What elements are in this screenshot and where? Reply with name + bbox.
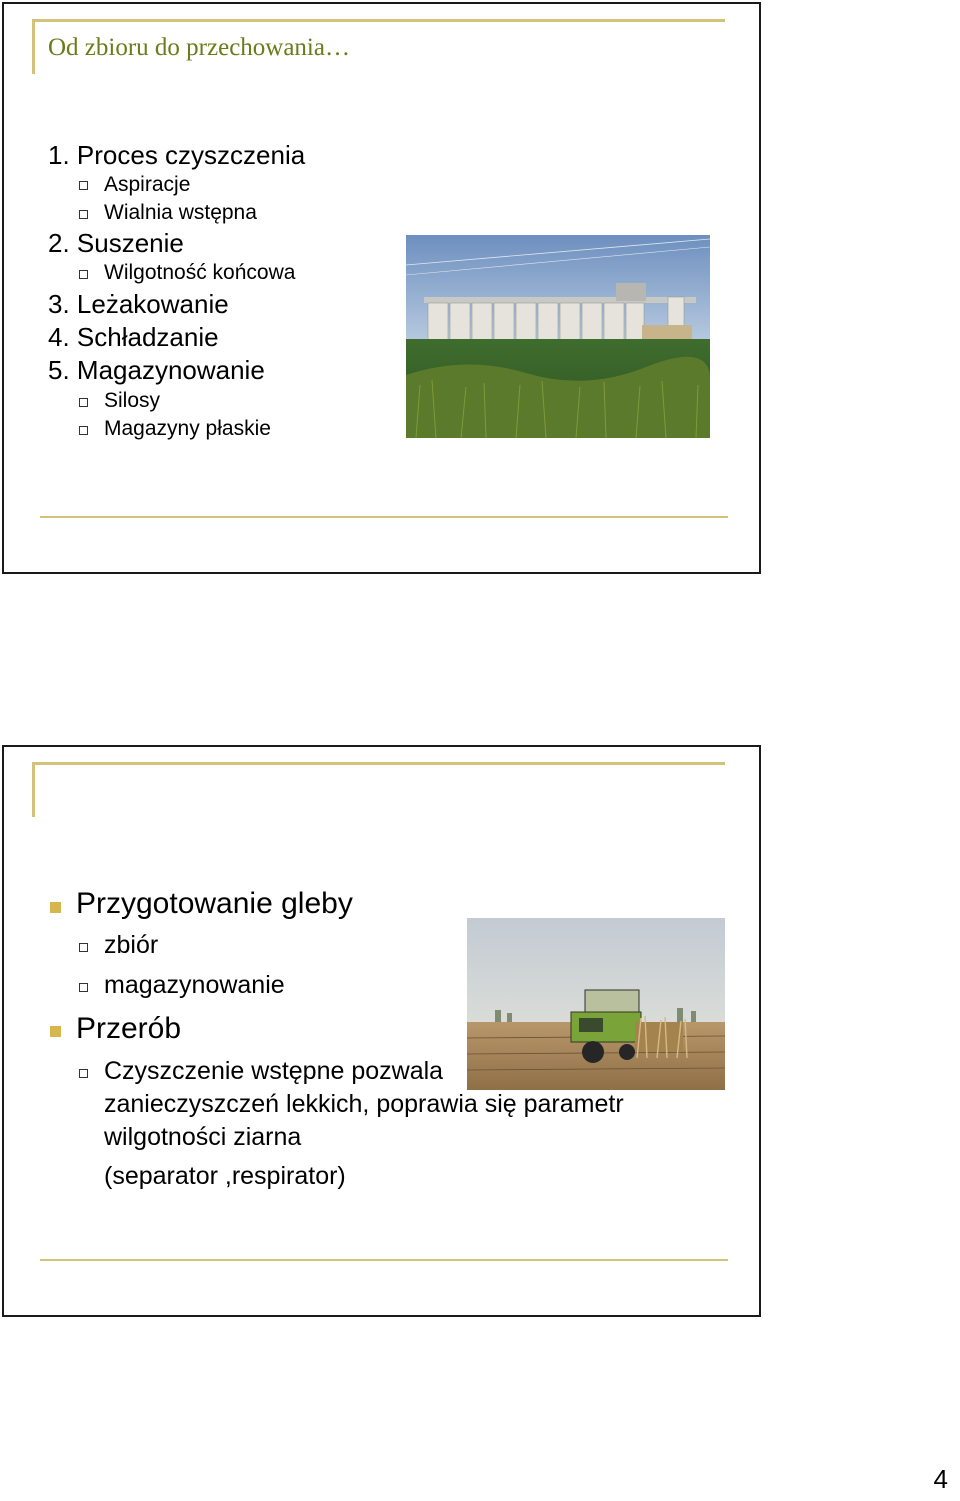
square-bullet-icon — [79, 426, 88, 435]
list-subitem-continued: (separator ,respirator) — [104, 1162, 346, 1190]
square-bullet-icon — [79, 270, 88, 279]
list-subitem: zbiór — [104, 931, 159, 959]
title-frame — [32, 762, 725, 817]
page-number: 4 — [933, 1464, 948, 1494]
list-item: 2. Suszenie — [48, 228, 184, 258]
list-subitem-continued: wilgotności ziarna — [104, 1123, 302, 1151]
list-subitem: magazynowanie — [104, 971, 285, 999]
list-subitem: Silosy — [104, 389, 161, 412]
slide-title: Od zbioru do przechowania… — [48, 34, 350, 61]
square-bullet-icon — [50, 902, 61, 913]
list-item: 5. Magazynowanie — [48, 355, 265, 385]
list-subitem: Czyszczenie wstępne pozwala — [104, 1057, 444, 1085]
slide-2 — [2, 745, 761, 1317]
footer-line — [40, 1259, 728, 1261]
list-subitem: Aspiracje — [104, 173, 191, 196]
square-bullet-icon — [79, 1069, 88, 1078]
slide-1 — [2, 2, 761, 574]
list-item: 1. Proces czyszczenia — [48, 140, 306, 170]
list-subitem: Wialnia wstępna — [104, 201, 257, 224]
square-bullet-icon — [79, 398, 88, 407]
footer-line — [40, 516, 728, 518]
list-item: 4. Schładzanie — [48, 322, 219, 352]
square-bullet-icon — [79, 943, 88, 952]
list-subitem: Magazyny płaskie — [104, 417, 271, 440]
harvester-photo — [467, 918, 725, 1090]
square-bullet-icon — [79, 983, 88, 992]
list-item: Przerób — [76, 1012, 182, 1045]
silo-photo — [406, 235, 710, 438]
list-item: 3. Leżakowanie — [48, 289, 229, 319]
list-subitem: Wilgotność końcowa — [104, 261, 296, 284]
list-item: Przygotowanie gleby — [76, 887, 353, 920]
square-bullet-icon — [50, 1026, 61, 1037]
square-bullet-icon — [79, 210, 88, 219]
square-bullet-icon — [79, 181, 88, 190]
list-subitem-continued: zanieczyszczeń lekkich, poprawia się parametr — [104, 1090, 624, 1118]
